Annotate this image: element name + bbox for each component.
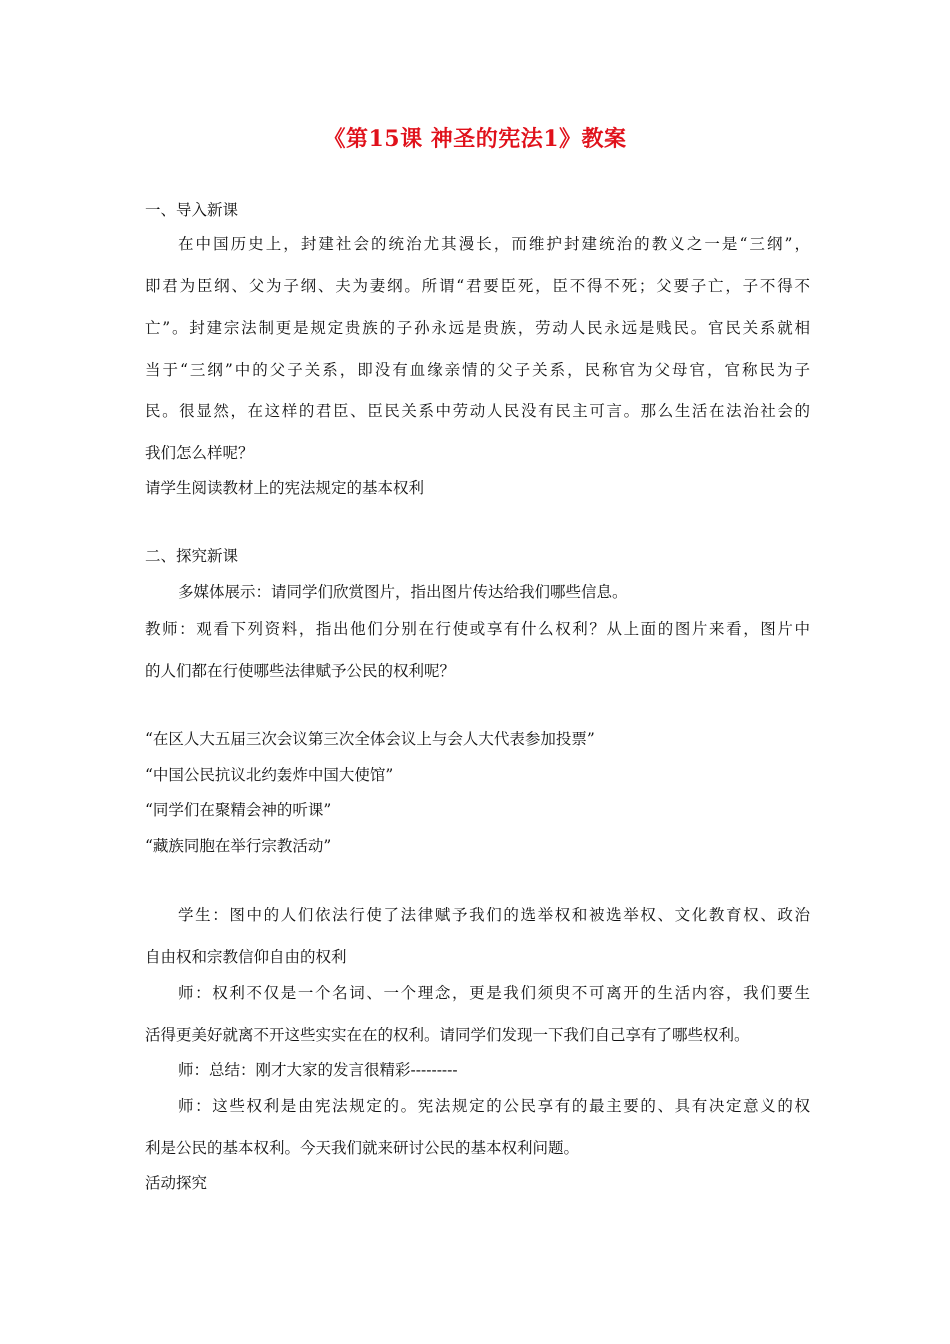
paragraph-line: 学生：图中的人们依法行使了法律赋予我们的选举权和被选举权、文化教育权、政治 [178, 906, 810, 924]
paragraph-line: 的人们都在行使哪些法律赋予公民的权利呢？ [145, 662, 456, 680]
paragraph-line: 我们怎么样呢？ [145, 444, 254, 462]
quote-line: “同学们在聚精会神的听课” [145, 801, 332, 819]
paragraph-line: 请学生阅读教材上的宪法规定的基本权利 [145, 479, 425, 497]
section-heading-explore: 二、探究新课 [145, 547, 239, 565]
paragraph-line: 师：总结：刚才大家的发言很精彩--------- [178, 1061, 458, 1079]
paragraph-line: 师：权利不仅是一个名词、一个理念，更是我们须臾不可离开的生活内容，我们要生 [178, 984, 810, 1002]
paragraph-line: 民。很显然，在这样的君臣、臣民关系中劳动人民没有民主可言。那么生活在法治社会的 [145, 402, 810, 420]
paragraph-line: 当于“三纲”中的父子关系，即没有血缘亲情的父子关系，民称官为父母官，官称民为子 [145, 361, 810, 379]
quote-line: “在区人大五届三次会议第三次全体会议上与会人大代表参加投票” [145, 730, 595, 748]
section-heading-intro: 一、导入新课 [145, 201, 239, 219]
paragraph-line: 在中国历史上，封建社会的统治尤其漫长，而维护封建统治的教义之一是“三纲”， [178, 235, 810, 253]
paragraph-line: 活动探究 [145, 1174, 208, 1192]
quote-line: “藏族同胞在举行宗教活动” [145, 837, 332, 855]
paragraph-line: 多媒体展示：请同学们欣赏图片，指出图片传达给我们哪些信息。 [178, 583, 628, 601]
document-title: 《第15课 神圣的宪法1》教案 [323, 126, 627, 152]
paragraph-line: 教师：观看下列资料，指出他们分别在行使或享有什么权利？从上面的图片来看，图片中 [145, 620, 810, 638]
paragraph-line: 利是公民的基本权利。今天我们就来研讨公民的基本权利问题。 [145, 1139, 580, 1157]
paragraph-line: 亡”。封建宗法制更是规定贵族的子孙永远是贵族，劳动人民永远是贱民。官民关系就相 [145, 319, 810, 337]
paragraph-line: 活得更美好就离不开这些实实在在的权利。请同学们发现一下我们自己享有了哪些权利。 [145, 1026, 750, 1044]
paragraph-line: 即君为臣纲、父为子纲、夫为妻纲。所谓“君要臣死，臣不得不死；父要子亡，子不得不 [145, 277, 810, 295]
quote-line: “中国公民抗议北约轰炸中国大使馆” [145, 766, 394, 784]
paragraph-line: 自由权和宗教信仰自由的权利 [145, 948, 347, 966]
paragraph-line: 师：这些权利是由宪法规定的。宪法规定的公民享有的最主要的、具有决定意义的权 [178, 1097, 810, 1115]
